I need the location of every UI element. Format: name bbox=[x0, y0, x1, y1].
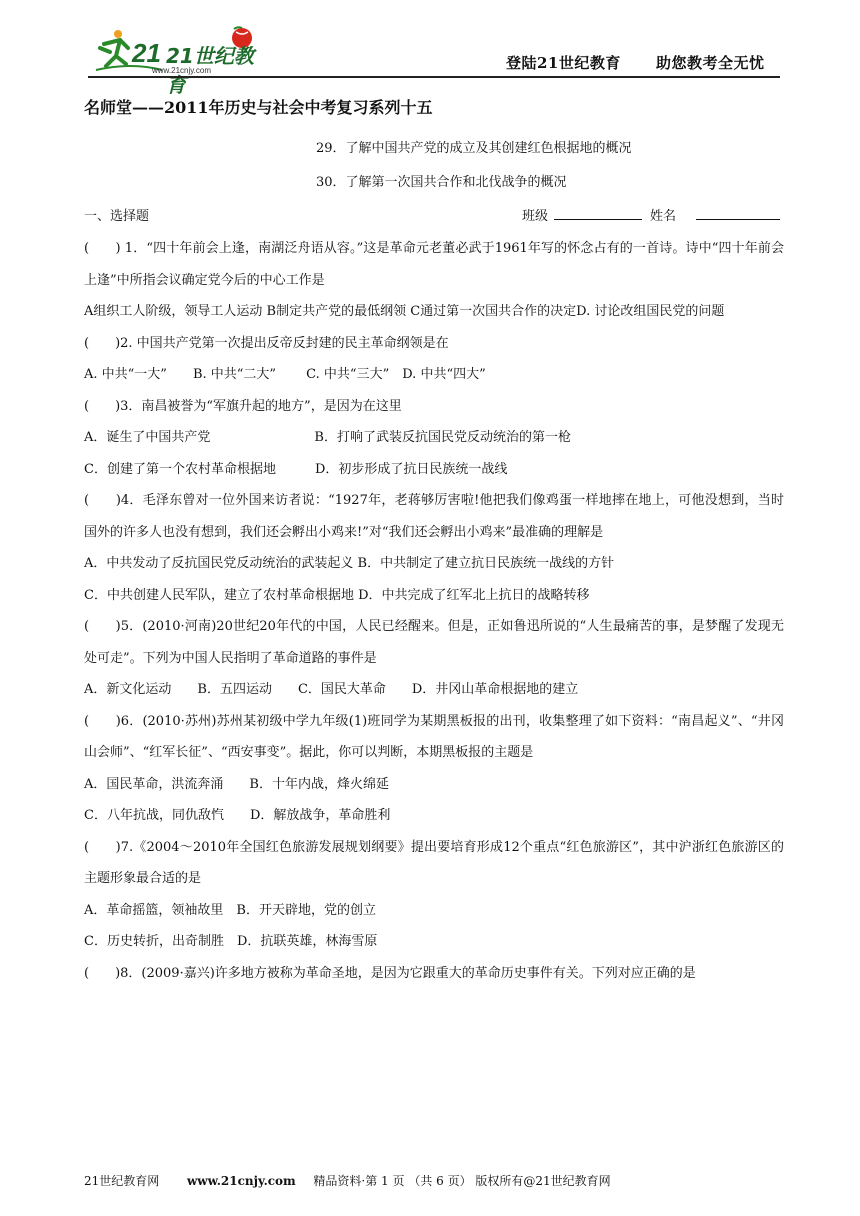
name-label: 姓名 bbox=[650, 209, 677, 224]
name-blank[interactable] bbox=[696, 205, 780, 220]
site-logo[interactable] bbox=[92, 26, 272, 97]
footer-site-link[interactable]: www.21cnjy.com bbox=[186, 1174, 296, 1188]
question-line: A．革命摇篮，领袖故里 B．开天辟地，党的创立 bbox=[84, 902, 376, 918]
header-divider bbox=[88, 76, 780, 78]
slogan-tagline: 助您教考全无忧 bbox=[656, 54, 765, 72]
logo-text: 21世纪教育 bbox=[166, 44, 254, 97]
class-label: 班级 bbox=[522, 209, 549, 224]
question-stem: ( ) 1．“四十年前会上逢，南湖泛舟语从容。”这是革命元老董必武于1961年写的怀念占有的一首诗。诗中“四十年前会上逢”中所指会议确定党今后的中心工作是 bbox=[84, 241, 784, 288]
class-blank[interactable] bbox=[554, 205, 642, 220]
section-header-row bbox=[84, 205, 784, 225]
document-title: 名师堂——2011年历史与社会中考复习系列十五 bbox=[84, 98, 433, 117]
question-line: A. 中共“一大” B. 中共“二大” C. 中共“三大” D. 中共“四大” bbox=[84, 367, 486, 382]
section-title: 一、选择题 bbox=[84, 209, 150, 224]
question-line: C．八年抗战，同仇敌忾 D．解放战争，革命胜利 bbox=[84, 808, 391, 823]
question-stem: ( )6．(2010·苏州)苏州某初级中学九年级(1)班同学为某期黑板报的出刊，收集整理了如下资料：“南昌起义”、“井冈山会师”、“红军长征”、“西安事变”。据此，你可以判断，本期黑板报的主题是 bbox=[84, 713, 784, 760]
question-line: A组织工人阶级，领导工人运动 B制定共产党的最低纲领 C通过第一次国共合作的决定D. 讨论改组国民党的问题 bbox=[84, 304, 725, 319]
question-stem: ( )5．(2010·河南)20世纪20年代的中国，人民已经醒来。但是，正如鲁迅所说的“人生最痛苦的事，是梦醒了发现无处可走”。下列为中国人民指明了革命道路的事件是 bbox=[84, 619, 784, 666]
question-stem: ( )4．毛泽东曾对一位外国来访者说：“1927年，老蒋够厉害啦!他把我们像鸡蛋一样地摔在地上，可他没想到，当时国外的许多人也没有想到，我们还会孵出小鸡来!”对“我们还会孵出小鸡来”最准确的理解是 bbox=[84, 493, 784, 540]
question-line: A．诞生了中国共产党 B．打响了武装反抗国民党反动统治的第一枪 bbox=[84, 430, 571, 445]
question-list bbox=[84, 233, 784, 989]
topic-line: 30．了解第一次国共合作和北伐战争的概况 bbox=[316, 175, 567, 190]
slogan-login: 登陆21世纪教育 bbox=[506, 54, 621, 72]
question-stem: ( )7.《2004～2010年全国红色旅游发展规划纲要》提出要培育形成12个重点“红色旅游区”，其中沪浙红色旅游区的主题形象最合适的是 bbox=[84, 839, 784, 886]
question-line: C．中共创建人民军队，建立了农村革命根据地 D．中共完成了红军北上抗日的战略转移 bbox=[84, 587, 590, 603]
question-line: A．新文化运动 B．五四运动 C．国民大革命 D．井冈山革命根据地的建立 bbox=[84, 682, 579, 697]
page-footer bbox=[84, 1172, 611, 1189]
question-line: A．国民革命，洪流奔涌 B．十年内战，烽火绵延 bbox=[84, 776, 389, 792]
footer-org: 21世纪教育网 bbox=[84, 1174, 160, 1188]
topic-line: 29．了解中国共产党的成立及其创建红色根据地的概况 bbox=[316, 141, 632, 156]
question-line: C．创建了第一个农村革命根据地 D．初步形成了抗日民族统一战线 bbox=[84, 461, 508, 477]
question-stem: ( )8．(2009·嘉兴)许多地方被称为革命圣地，是因为它跟重大的革命历史事件有关。下列对应正确的是 bbox=[84, 965, 696, 981]
question-line: A．中共发动了反抗国民党反动统治的武装起义 B．中共制定了建立抗日民族统一战线的方针 bbox=[84, 556, 615, 571]
logo-url: www.21cnjy.com bbox=[152, 66, 211, 75]
question-line: ( )3．南昌被誉为“军旗升起的地方”，是因为在这里 bbox=[84, 398, 402, 414]
question-line: ( )2. 中国共产党第一次提出反帝反封建的民主革命纲领是在 bbox=[84, 335, 449, 351]
footer-page-info: 精品资料·第 1 页 （共 6 页） 版权所有@21世纪教育网 bbox=[313, 1174, 611, 1188]
svg-text:21: 21 bbox=[132, 38, 161, 68]
question-line: C．历史转折，出奇制胜 D．抗联英雄，林海雪原 bbox=[84, 934, 378, 949]
